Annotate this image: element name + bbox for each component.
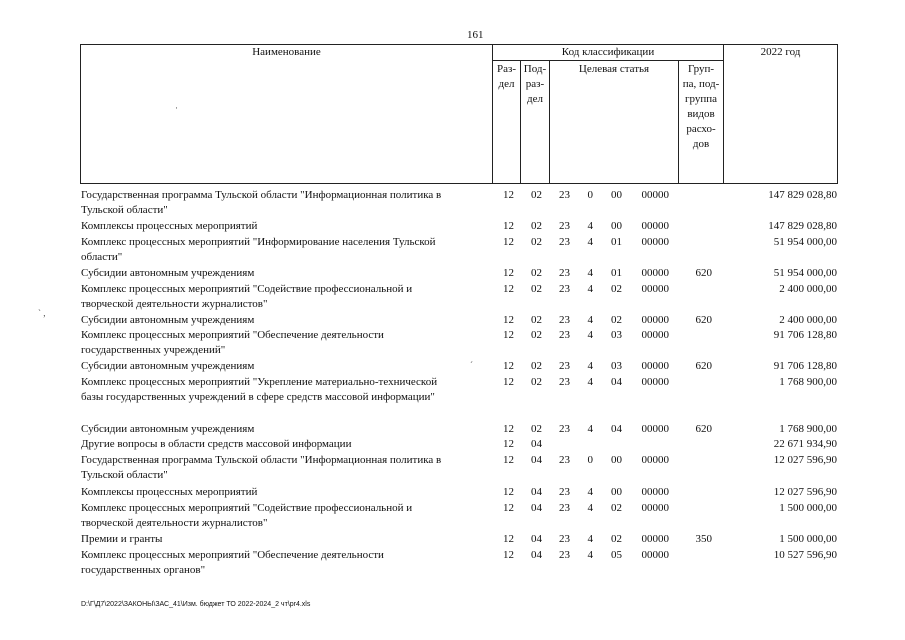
event-code: 01 xyxy=(611,267,622,279)
section-code: 12 xyxy=(503,314,514,326)
scan-speck: ` , xyxy=(38,308,46,318)
amount-2022: 1 500 000,00 xyxy=(779,502,837,514)
header-subsection: Под- раз- дел xyxy=(523,63,547,105)
amount-2022: 1 768 900,00 xyxy=(779,423,837,435)
row-name-line: Комплексы процессных мероприятий xyxy=(81,220,258,232)
row-name-line: государственных органов" xyxy=(81,564,206,576)
event-code: 04 xyxy=(611,376,622,388)
file-path-footer: D:\Г\Д7\2022\ЗАКОНЫ\ЗАС_41\Изм. бюджет ТО 2022-2024_2 чт\pr4.xls xyxy=(81,601,311,608)
subsection-code: 02 xyxy=(531,267,542,279)
subprogram-code: 4 xyxy=(587,236,593,248)
section-code: 12 xyxy=(503,236,514,248)
subprogram-code: 4 xyxy=(587,220,593,232)
direction-code: 00000 xyxy=(641,267,669,279)
row-name xyxy=(81,282,496,312)
direction-code: 00000 xyxy=(641,423,669,435)
section-code: 12 xyxy=(503,329,514,341)
program-code: 23 xyxy=(559,267,570,279)
header-year: 2022 год xyxy=(760,46,801,58)
subprogram-code: 4 xyxy=(587,314,593,326)
subprogram-code: 4 xyxy=(587,283,593,295)
section-code: 12 xyxy=(503,423,514,435)
section-code: 12 xyxy=(503,220,514,232)
row-name-line: Комплекс процессных мероприятий "Укрепление материально-технической xyxy=(81,376,438,388)
direction-code: 00000 xyxy=(641,236,669,248)
program-code: 23 xyxy=(559,486,570,498)
expense-group-code: 350 xyxy=(695,533,712,545)
row-name-line: Комплексы процессных мероприятий xyxy=(81,486,258,498)
row-name-line: государственных учреждений" xyxy=(81,344,226,356)
row-name xyxy=(81,188,496,218)
subsection-code: 02 xyxy=(531,423,542,435)
subprogram-code: 0 xyxy=(587,189,593,201)
direction-code: 00000 xyxy=(641,283,669,295)
program-code: 23 xyxy=(559,283,570,295)
amount-2022: 2 400 000,00 xyxy=(779,283,837,295)
program-code: 23 xyxy=(559,376,570,388)
section-code: 12 xyxy=(503,283,514,295)
program-code: 23 xyxy=(559,360,570,372)
subprogram-code: 4 xyxy=(587,533,593,545)
row-name-line: Субсидии автономным учреждениям xyxy=(81,314,255,326)
row-name xyxy=(81,548,496,578)
amount-2022: 147 829 028,80 xyxy=(768,220,837,232)
row-name xyxy=(81,437,496,452)
section-code: 12 xyxy=(503,360,514,372)
expense-group-code: 620 xyxy=(695,360,712,372)
row-name xyxy=(81,266,496,281)
section-code: 12 xyxy=(503,533,514,545)
direction-code: 00000 xyxy=(641,189,669,201)
section-code: 12 xyxy=(503,549,514,561)
amount-2022: 147 829 028,80 xyxy=(768,189,837,201)
program-code: 23 xyxy=(559,533,570,545)
row-name-line: Государственная программа Тульской области "Информационная политика в xyxy=(81,454,442,466)
subsection-code: 04 xyxy=(531,454,542,466)
event-code: 05 xyxy=(611,549,622,561)
row-name xyxy=(81,235,496,265)
subsection-code: 02 xyxy=(531,314,542,326)
expense-group-code: 620 xyxy=(695,267,712,279)
row-name-line: области" xyxy=(81,251,123,263)
subprogram-code: 0 xyxy=(587,454,593,466)
header-classification: Код классификации xyxy=(561,46,655,58)
direction-code: 00000 xyxy=(641,454,669,466)
direction-code: 00000 xyxy=(641,549,669,561)
subsection-code: 02 xyxy=(531,236,542,248)
subsection-code: 04 xyxy=(531,549,542,561)
row-name-line: Субсидии автономным учреждениям xyxy=(81,360,255,372)
row-name xyxy=(81,501,496,531)
program-code: 23 xyxy=(559,549,570,561)
subprogram-code: 4 xyxy=(587,329,593,341)
section-code: 12 xyxy=(503,267,514,279)
program-code: 23 xyxy=(559,236,570,248)
program-code: 23 xyxy=(559,454,570,466)
table-header xyxy=(80,44,838,184)
scan-speck: ´ xyxy=(470,360,473,370)
row-name xyxy=(81,313,496,328)
page-number: 161 xyxy=(467,29,484,41)
subsection-code: 02 xyxy=(531,283,542,295)
program-code: 23 xyxy=(559,423,570,435)
header-section: Раз- дел xyxy=(496,63,516,90)
subprogram-code: 4 xyxy=(587,267,593,279)
subsection-code: 04 xyxy=(531,486,542,498)
amount-2022: 91 706 128,80 xyxy=(773,360,837,372)
row-name-line: Комплекс процессных мероприятий "Информирование населения Тульской xyxy=(81,236,436,248)
expense-group-code: 620 xyxy=(695,423,712,435)
subsection-code: 02 xyxy=(531,220,542,232)
scan-speck: · xyxy=(175,103,178,113)
program-code: 23 xyxy=(559,189,570,201)
event-code: 00 xyxy=(611,220,622,232)
direction-code: 00000 xyxy=(641,314,669,326)
amount-2022: 10 527 596,90 xyxy=(773,549,837,561)
event-code: 00 xyxy=(611,486,622,498)
header-name: Наименование xyxy=(252,46,321,58)
program-code: 23 xyxy=(559,329,570,341)
section-code: 12 xyxy=(503,486,514,498)
event-code: 02 xyxy=(611,533,622,545)
row-name xyxy=(81,375,496,405)
event-code: 03 xyxy=(611,329,622,341)
header-group: Груп- па, под- группа видов расхо- дов xyxy=(682,63,720,150)
subprogram-code: 4 xyxy=(587,360,593,372)
row-name-line: Тульской области" xyxy=(81,469,168,481)
row-name-line: Тульской области" xyxy=(81,204,168,216)
row-name-line: Государственная программа Тульской области "Информационная политика в xyxy=(81,189,442,201)
amount-2022: 1 768 900,00 xyxy=(779,376,837,388)
amount-2022: 12 027 596,90 xyxy=(773,454,837,466)
row-name-line: творческой деятельности журналистов" xyxy=(81,517,268,529)
amount-2022: 51 954 000,00 xyxy=(773,236,837,248)
direction-code: 00000 xyxy=(641,533,669,545)
subprogram-code: 4 xyxy=(587,423,593,435)
direction-code: 00000 xyxy=(641,220,669,232)
header-target-article: Целевая статья xyxy=(578,63,650,75)
section-code: 12 xyxy=(503,454,514,466)
amount-2022: 91 706 128,80 xyxy=(773,329,837,341)
row-name-line: творческой деятельности журналистов" xyxy=(81,298,268,310)
event-code: 03 xyxy=(611,360,622,372)
section-code: 12 xyxy=(503,438,514,450)
subsection-code: 04 xyxy=(531,502,542,514)
subsection-code: 04 xyxy=(531,533,542,545)
row-name-line: Премии и гранты xyxy=(81,533,163,545)
subprogram-code: 4 xyxy=(587,376,593,388)
row-name xyxy=(81,422,496,437)
subsection-code: 02 xyxy=(531,329,542,341)
row-name xyxy=(81,485,496,500)
subprogram-code: 4 xyxy=(587,549,593,561)
direction-code: 00000 xyxy=(641,502,669,514)
row-name xyxy=(81,359,496,374)
direction-code: 00000 xyxy=(641,376,669,388)
event-code: 01 xyxy=(611,236,622,248)
row-name xyxy=(81,328,496,358)
event-code: 02 xyxy=(611,283,622,295)
row-name-line: Другие вопросы в области средств массовой информации xyxy=(81,438,352,450)
amount-2022: 2 400 000,00 xyxy=(779,314,837,326)
amount-2022: 12 027 596,90 xyxy=(773,486,837,498)
row-name-line: Комплекс процессных мероприятий "Обеспечение деятельности xyxy=(81,329,384,341)
direction-code: 00000 xyxy=(641,486,669,498)
direction-code: 00000 xyxy=(641,360,669,372)
row-name-line: Субсидии автономным учреждениям xyxy=(81,423,255,435)
subsection-code: 02 xyxy=(531,360,542,372)
row-name xyxy=(81,532,496,547)
event-code: 00 xyxy=(611,189,622,201)
row-name xyxy=(81,453,496,483)
amount-2022: 51 954 000,00 xyxy=(773,267,837,279)
direction-code: 00000 xyxy=(641,329,669,341)
subprogram-code: 4 xyxy=(587,502,593,514)
event-code: 00 xyxy=(611,454,622,466)
row-name xyxy=(81,219,496,234)
amount-2022: 1 500 000,00 xyxy=(779,533,837,545)
row-name-line: Комплекс процессных мероприятий "Обеспечение деятельности xyxy=(81,549,384,561)
section-code: 12 xyxy=(503,189,514,201)
row-name-line: Субсидии автономным учреждениям xyxy=(81,267,255,279)
event-code: 04 xyxy=(611,423,622,435)
expense-group-code: 620 xyxy=(695,314,712,326)
subsection-code: 02 xyxy=(531,189,542,201)
row-name-line: Комплекс процессных мероприятий "Содействие профессиональной и xyxy=(81,502,413,514)
program-code: 23 xyxy=(559,220,570,232)
event-code: 02 xyxy=(611,314,622,326)
subsection-code: 02 xyxy=(531,376,542,388)
subsection-code: 04 xyxy=(531,438,542,450)
row-name-line: Комплекс процессных мероприятий "Содействие профессиональной и xyxy=(81,283,413,295)
program-code: 23 xyxy=(559,502,570,514)
event-code: 02 xyxy=(611,502,622,514)
amount-2022: 22 671 934,90 xyxy=(773,438,837,450)
section-code: 12 xyxy=(503,376,514,388)
row-name-line: базы государственных учреждений в сфере средств массовой информации" xyxy=(81,391,435,403)
section-code: 12 xyxy=(503,502,514,514)
subprogram-code: 4 xyxy=(587,486,593,498)
program-code: 23 xyxy=(559,314,570,326)
